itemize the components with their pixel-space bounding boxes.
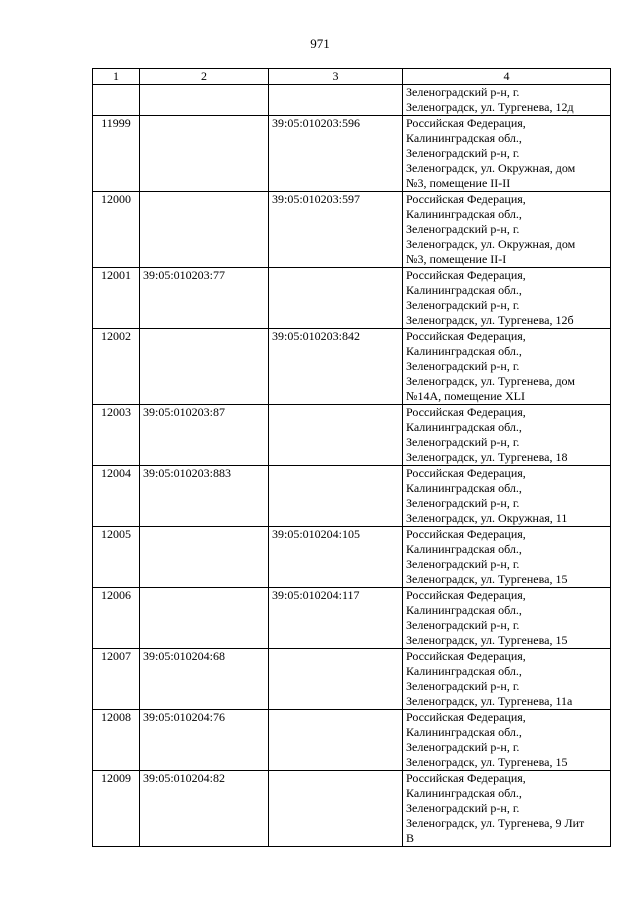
table-body [93, 85, 611, 847]
table-header-row [93, 69, 611, 85]
address-line: Российская Федерация, [406, 527, 526, 541]
address-line: Зеленоградск, ул. Тургенева, 12д [406, 100, 574, 114]
address-line: Российская Федерация, [406, 116, 526, 130]
row-number-cell: 12008 [93, 710, 140, 771]
address-line: Зеленоградск, ул. Тургенева, 15 [406, 633, 568, 647]
row-number-cell: 12007 [93, 649, 140, 710]
address-line: Калининградская обл., [406, 283, 522, 297]
cadastral-number-col2-cell: 39:05:010204:68 [140, 649, 269, 710]
address-line: Калининградская обл., [406, 207, 522, 221]
cadastral-number-col2-cell: 39:05:010203:87 [140, 405, 269, 466]
table-row [93, 466, 611, 527]
address-line: Российская Федерация, [406, 192, 526, 206]
address-line: Зеленоградск, ул. Тургенева, 11а [406, 694, 573, 708]
address-line: Российская Федерация, [406, 405, 526, 419]
cadastral-number-col3-cell [269, 771, 403, 847]
cadastral-number-col2-cell: 39:05:010203:77 [140, 268, 269, 329]
address-line: Зеленоградский р-н, г. [406, 85, 520, 99]
address-line: Зеленоградск, ул. Тургенева, 15 [406, 755, 568, 769]
table-row [93, 192, 611, 268]
address-line: Зеленоградский р-н, г. [406, 146, 520, 160]
row-number-cell: 12009 [93, 771, 140, 847]
address-line: Зеленоградский р-н, г. [406, 435, 520, 449]
address-line: Калининградская обл., [406, 420, 522, 434]
address-line: Зеленоградский р-н, г. [406, 801, 520, 815]
address-cell [403, 116, 611, 192]
address-line: Зеленоградск, ул. Тургенева, 9 Лит [406, 816, 585, 830]
address-line: Калининградская обл., [406, 603, 522, 617]
address-line: Зеленоградск, ул. Тургенева, 12б [406, 313, 574, 327]
address-line: Зеленоградский р-н, г. [406, 359, 520, 373]
page-number: 971 [310, 36, 330, 51]
table-row [93, 649, 611, 710]
row-number-cell: 12005 [93, 527, 140, 588]
row-number-cell: 12002 [93, 329, 140, 405]
address-line: Калининградская обл., [406, 664, 522, 678]
cadastral-number-col2-cell: 39:05:010204:76 [140, 710, 269, 771]
cadastral-number-col2-cell: 39:05:010203:883 [140, 466, 269, 527]
table-row [93, 588, 611, 649]
cadastral-number-col2-cell [140, 329, 269, 405]
address-cell [403, 527, 611, 588]
address-cell [403, 192, 611, 268]
address-cell [403, 268, 611, 329]
cadastral-number-col2-cell [140, 192, 269, 268]
cadastral-number-col3-cell [269, 710, 403, 771]
table-row [93, 405, 611, 466]
address-line: Зеленоградский р-н, г. [406, 740, 520, 754]
address-line: Зеленоградск, ул. Окружная, дом [406, 237, 576, 251]
row-number-cell: 11999 [93, 116, 140, 192]
column-header-2: 2 [140, 69, 269, 85]
address-line: Калининградская обл., [406, 481, 522, 495]
address-line: Зеленоградск, ул. Окружная, дом [406, 161, 576, 175]
address-cell [403, 405, 611, 466]
cadastral-number-col3-cell [269, 466, 403, 527]
address-line: Российская Федерация, [406, 710, 526, 724]
address-line: Российская Федерация, [406, 649, 526, 663]
address-line: Зеленоградский р-н, г. [406, 618, 520, 632]
row-number-cell: 12003 [93, 405, 140, 466]
column-header-4: 4 [403, 69, 611, 85]
address-cell [403, 466, 611, 527]
address-line: Зеленоградск, ул. Окружная, 11 [406, 511, 568, 525]
address-line: Зеленоградск, ул. Тургенева, 15 [406, 572, 568, 586]
row-number-cell: 12004 [93, 466, 140, 527]
column-header-1: 1 [93, 69, 140, 85]
table-row [93, 710, 611, 771]
address-line: Российская Федерация, [406, 466, 526, 480]
cadastral-number-col3-cell: 39:05:010203:596 [269, 116, 403, 192]
table-row [93, 771, 611, 847]
address-cell [403, 329, 611, 405]
cadastral-number-col3-cell: 39:05:010204:117 [269, 588, 403, 649]
address-line: №3, помещение II-II [406, 176, 511, 190]
address-cell [403, 649, 611, 710]
cadastral-number-col3-cell: 39:05:010203:842 [269, 329, 403, 405]
address-line: Зеленоградский р-н, г. [406, 679, 520, 693]
table-row [93, 85, 611, 116]
row-number-cell: 12006 [93, 588, 140, 649]
address-line: Калининградская обл., [406, 344, 522, 358]
cadastral-number-col3-cell: 39:05:010203:597 [269, 192, 403, 268]
address-line: №3, помещение II-I [406, 252, 507, 266]
cadastral-number-col2-cell: 39:05:010204:82 [140, 771, 269, 847]
cadastral-number-col3-cell [269, 649, 403, 710]
address-line: Зеленоградский р-н, г. [406, 496, 520, 510]
row-number-cell: 12001 [93, 268, 140, 329]
table-row [93, 329, 611, 405]
address-cell [403, 85, 611, 116]
address-line: Российская Федерация, [406, 329, 526, 343]
address-line: Российская Федерация, [406, 268, 526, 282]
address-line: Зеленоградский р-н, г. [406, 298, 520, 312]
address-line: Зеленоградск, ул. Тургенева, 18 [406, 450, 568, 464]
table-row [93, 268, 611, 329]
cadastral-number-col2-cell [140, 116, 269, 192]
column-header-3: 3 [269, 69, 403, 85]
table-row [93, 527, 611, 588]
address-line: Калининградская обл., [406, 786, 522, 800]
row-number-cell [93, 85, 140, 116]
cadastral-number-col3-cell [269, 268, 403, 329]
cadastral-number-col3-cell [269, 85, 403, 116]
address-line: Зеленоградский р-н, г. [406, 222, 520, 236]
cadastral-number-col3-cell: 39:05:010204:105 [269, 527, 403, 588]
address-line: В [406, 831, 415, 845]
address-line: Калининградская обл., [406, 131, 522, 145]
row-number-cell: 12000 [93, 192, 140, 268]
address-cell [403, 771, 611, 847]
address-line: Зеленоградск, ул. Тургенева, дом [406, 374, 575, 388]
cadastral-number-col3-cell [269, 405, 403, 466]
table-row [93, 116, 611, 192]
address-line: Калининградская обл., [406, 542, 522, 556]
address-line: №14А, помещение XLI [406, 389, 525, 403]
cadastral-number-col2-cell [140, 588, 269, 649]
address-line: Российская Федерация, [406, 588, 526, 602]
registry-table [92, 68, 611, 847]
address-line: Калининградская обл., [406, 725, 522, 739]
address-line: Зеленоградский р-н, г. [406, 557, 520, 571]
address-line: Российская Федерация, [406, 771, 526, 785]
address-cell [403, 588, 611, 649]
cadastral-number-col2-cell [140, 85, 269, 116]
cadastral-number-col2-cell [140, 527, 269, 588]
address-cell [403, 710, 611, 771]
